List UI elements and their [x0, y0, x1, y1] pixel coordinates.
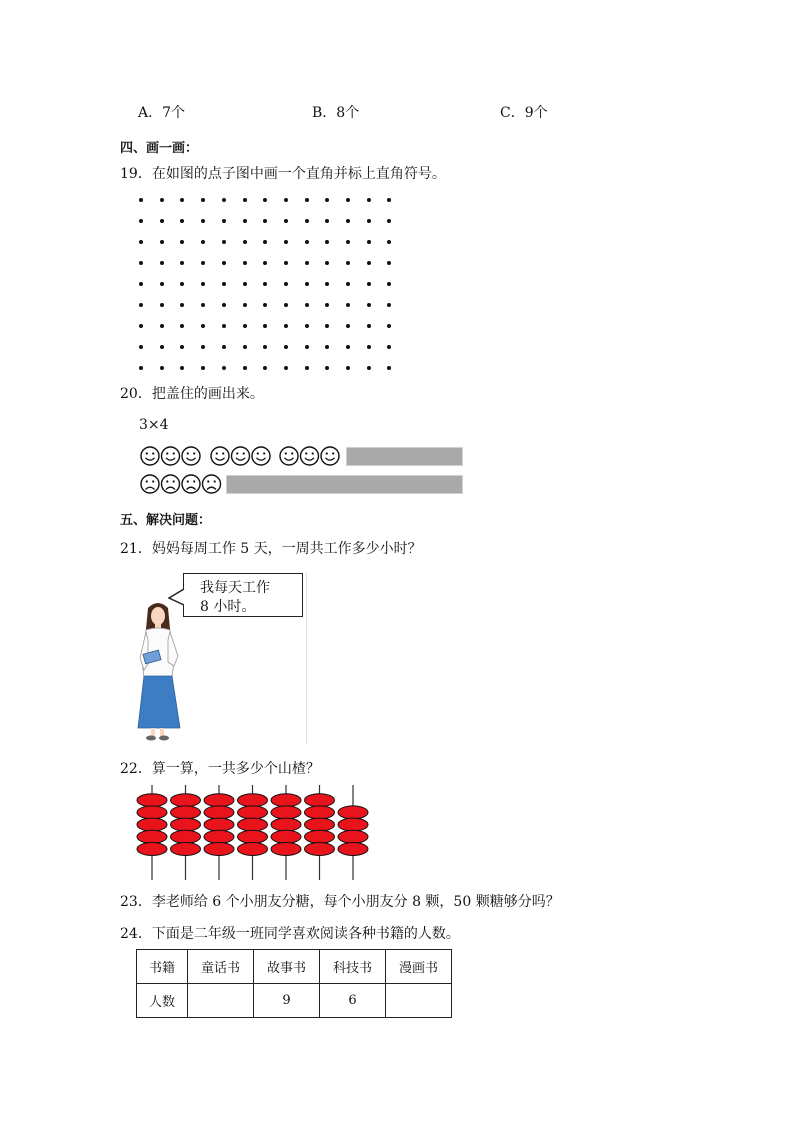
grid-dot[interactable]	[180, 261, 184, 265]
grid-dot[interactable]	[243, 366, 247, 370]
grid-dot[interactable]	[139, 324, 143, 328]
hawthorn-stick	[271, 785, 301, 880]
grid-dot[interactable]	[325, 261, 329, 265]
grid-dot[interactable]	[305, 366, 309, 370]
grid-dot[interactable]	[346, 219, 350, 223]
hawthorn-stick	[204, 785, 234, 880]
grid-dot[interactable]	[243, 240, 247, 244]
hawthorn-stick	[171, 785, 201, 880]
grid-dot[interactable]	[305, 345, 309, 349]
grid-dot[interactable]	[160, 345, 164, 349]
grid-dot[interactable]	[367, 261, 371, 265]
smiley-face-icon	[211, 447, 229, 465]
bubble-line-1: 我每天工作	[200, 580, 270, 596]
hawthorn-berry	[137, 806, 167, 819]
grid-dot[interactable]	[346, 366, 350, 370]
value-cell: 9	[254, 984, 320, 1018]
hawthorn-berry	[238, 818, 268, 831]
grid-dot[interactable]	[367, 282, 371, 286]
grid-dot[interactable]	[305, 261, 309, 265]
grid-dot[interactable]	[160, 219, 164, 223]
grid-dot[interactable]	[387, 345, 391, 349]
grid-dot[interactable]	[160, 366, 164, 370]
hawthorn-stick	[338, 785, 368, 880]
bubble-line-2: 8 小时。	[200, 599, 256, 615]
grid-dot[interactable]	[201, 303, 205, 307]
grid-dot[interactable]	[263, 282, 267, 286]
grid-dot[interactable]	[180, 345, 184, 349]
grid-dot[interactable]	[201, 198, 205, 202]
grid-dot[interactable]	[284, 219, 288, 223]
grid-dot[interactable]	[139, 303, 143, 307]
hawthorn-berry	[171, 843, 201, 856]
header-cell: 书籍	[137, 950, 188, 984]
hawthorn-berry	[271, 843, 301, 856]
grid-dot[interactable]	[201, 240, 205, 244]
smiley-face-icon	[301, 447, 319, 465]
question-23: 23．李老师给 6 个小朋友分糖，每个小朋友分 8 颗，50 颗糖够分吗？	[120, 894, 560, 910]
grid-dot[interactable]	[222, 324, 226, 328]
sad-face-icon	[162, 475, 180, 493]
answer-cell[interactable]	[188, 984, 254, 1018]
hawthorn-berry	[305, 818, 335, 831]
grid-dot[interactable]	[139, 261, 143, 265]
sad-face-icon	[182, 475, 200, 493]
grid-dot[interactable]	[222, 366, 226, 370]
hawthorn-berry	[238, 843, 268, 856]
grid-dot[interactable]	[284, 282, 288, 286]
covered-smiles-bar	[346, 447, 463, 466]
hawthorn-berry	[171, 830, 201, 843]
smiley-face-icon	[162, 447, 180, 465]
grid-dot[interactable]	[139, 198, 143, 202]
header-cell: 童话书	[188, 950, 254, 984]
question-21: 21．妈妈每周工作 5 天，一周共工作多少小时？	[120, 541, 422, 557]
grid-dot[interactable]	[346, 324, 350, 328]
question-22: 22．算一算，一共多少个山楂？	[120, 761, 320, 777]
grid-dot[interactable]	[243, 261, 247, 265]
smiley-face-icon	[321, 447, 339, 465]
table-row	[137, 984, 452, 1018]
grid-dot[interactable]	[387, 324, 391, 328]
grid-dot[interactable]	[387, 366, 391, 370]
hawthorn-berry	[305, 830, 335, 843]
header-cell: 故事书	[254, 950, 320, 984]
grid-dot[interactable]	[387, 219, 391, 223]
grid-dot[interactable]	[222, 345, 226, 349]
grid-dot[interactable]	[263, 261, 267, 265]
grid-dot[interactable]	[263, 345, 267, 349]
grid-dot[interactable]	[180, 303, 184, 307]
hawthorn-stick	[238, 785, 268, 880]
smiley-face-icon	[252, 447, 270, 465]
grid-dot[interactable]	[284, 198, 288, 202]
grid-dot[interactable]	[367, 366, 371, 370]
hawthorn-berry	[204, 818, 234, 831]
grid-dot[interactable]	[284, 303, 288, 307]
grid-dot[interactable]	[243, 303, 247, 307]
grid-dot[interactable]	[160, 303, 164, 307]
hawthorn-berry	[238, 794, 268, 807]
grid-dot[interactable]	[325, 282, 329, 286]
grid-dot[interactable]	[222, 198, 226, 202]
smiley-face-icon	[182, 447, 200, 465]
grid-dot[interactable]	[160, 198, 164, 202]
answer-cell[interactable]	[386, 984, 452, 1018]
question-19: 19．在如图的点子图中画一个直角并标上直角符号。	[120, 166, 446, 182]
grid-dot[interactable]	[387, 240, 391, 244]
grid-dot[interactable]	[325, 303, 329, 307]
grid-dot[interactable]	[263, 198, 267, 202]
grid-dot[interactable]	[263, 240, 267, 244]
hawthorn-berry	[271, 818, 301, 831]
grid-dot[interactable]	[139, 240, 143, 244]
grid-dot[interactable]	[222, 240, 226, 244]
grid-dot[interactable]	[263, 219, 267, 223]
hawthorn-berry	[238, 830, 268, 843]
grid-dot[interactable]	[305, 198, 309, 202]
grid-dot[interactable]	[222, 303, 226, 307]
grid-dot[interactable]	[263, 366, 267, 370]
hawthorn-berry	[338, 818, 368, 831]
hawthorn-berry	[171, 794, 201, 807]
section-four-title: 四、画一画：	[120, 141, 199, 156]
hawthorn-berry	[204, 830, 234, 843]
option-b: B．8个	[312, 105, 360, 121]
dot-grid[interactable]	[133, 192, 398, 372]
hawthorn-berry	[137, 794, 167, 807]
grid-dot[interactable]	[284, 261, 288, 265]
hawthorn-berry	[338, 830, 368, 843]
hawthorn-figure	[134, 785, 374, 880]
grid-dot[interactable]	[367, 240, 371, 244]
hawthorn-berry	[271, 806, 301, 819]
sad-face-icon	[141, 475, 159, 493]
hawthorn-berry	[271, 794, 301, 807]
grid-dot[interactable]	[305, 282, 309, 286]
grid-dot[interactable]	[284, 324, 288, 328]
multiplication-expression: 3×4	[139, 417, 169, 433]
grid-dot[interactable]	[160, 282, 164, 286]
grid-dot[interactable]	[387, 282, 391, 286]
grid-dot[interactable]	[222, 282, 226, 286]
grid-dot[interactable]	[367, 303, 371, 307]
grid-dot[interactable]	[222, 261, 226, 265]
section-five-title: 五、解决问题：	[120, 513, 212, 528]
mother-illustration	[134, 600, 194, 742]
grid-dot[interactable]	[243, 219, 247, 223]
grid-dot[interactable]	[284, 366, 288, 370]
grid-dot[interactable]	[325, 240, 329, 244]
hawthorn-berry	[171, 806, 201, 819]
grid-dot[interactable]	[180, 324, 184, 328]
grid-dot[interactable]	[305, 324, 309, 328]
hawthorn-stick	[305, 785, 335, 880]
smiley-face-icon	[141, 447, 159, 465]
hawthorn-berry	[204, 843, 234, 856]
grid-dot[interactable]	[367, 324, 371, 328]
smiley-face-icon	[232, 447, 250, 465]
books-table	[136, 949, 452, 1018]
grid-dot[interactable]	[139, 345, 143, 349]
value-cell: 6	[320, 984, 386, 1018]
grid-dot[interactable]	[180, 282, 184, 286]
grid-dot[interactable]	[243, 324, 247, 328]
table-header-row	[137, 950, 452, 984]
grid-dot[interactable]	[201, 219, 205, 223]
grid-dot[interactable]	[325, 345, 329, 349]
grid-dot[interactable]	[325, 324, 329, 328]
grid-dot[interactable]	[305, 219, 309, 223]
grid-dot[interactable]	[346, 261, 350, 265]
grid-dot[interactable]	[201, 282, 205, 286]
hawthorn-berry	[238, 806, 268, 819]
hawthorn-berry	[271, 830, 301, 843]
hawthorn-berry	[305, 806, 335, 819]
grid-dot[interactable]	[180, 198, 184, 202]
grid-dot[interactable]	[160, 261, 164, 265]
hawthorn-berry	[204, 794, 234, 807]
grid-dot[interactable]	[201, 261, 205, 265]
grid-dot[interactable]	[387, 261, 391, 265]
question-20: 20．把盖住的画出来。	[120, 386, 264, 402]
grid-dot[interactable]	[160, 324, 164, 328]
grid-dot[interactable]	[180, 366, 184, 370]
grid-dot[interactable]	[387, 303, 391, 307]
grid-dot[interactable]	[201, 324, 205, 328]
grid-dot[interactable]	[305, 240, 309, 244]
grid-dot[interactable]	[180, 219, 184, 223]
smiley-face-icon	[280, 447, 298, 465]
option-c: C．9个	[500, 105, 548, 121]
grid-dot[interactable]	[263, 324, 267, 328]
grid-dot[interactable]	[367, 345, 371, 349]
grid-dot[interactable]	[367, 198, 371, 202]
header-cell: 科技书	[320, 950, 386, 984]
hawthorn-stick	[137, 785, 167, 880]
grid-dot[interactable]	[284, 345, 288, 349]
hawthorn-berry	[204, 806, 234, 819]
grid-dot[interactable]	[346, 240, 350, 244]
grid-dot[interactable]	[325, 366, 329, 370]
sad-face-icon	[203, 475, 221, 493]
option-a: A．7个	[138, 105, 186, 121]
header-cell: 漫画书	[386, 950, 452, 984]
grid-dot[interactable]	[222, 219, 226, 223]
grid-dot[interactable]	[243, 282, 247, 286]
grid-dot[interactable]	[284, 240, 288, 244]
grid-dot[interactable]	[180, 240, 184, 244]
row-label-cell: 人数	[137, 984, 188, 1018]
grid-dot[interactable]	[139, 219, 143, 223]
grid-dot[interactable]	[243, 345, 247, 349]
hawthorn-berry	[305, 794, 335, 807]
grid-dot[interactable]	[139, 366, 143, 370]
grid-dot[interactable]	[325, 219, 329, 223]
hawthorn-berry	[137, 830, 167, 843]
grid-dot[interactable]	[201, 345, 205, 349]
grid-dot[interactable]	[263, 303, 267, 307]
grid-dot[interactable]	[346, 282, 350, 286]
covered-frowns-bar	[226, 475, 463, 494]
hawthorn-berry	[137, 843, 167, 856]
hawthorn-berry	[137, 818, 167, 831]
grid-dot[interactable]	[243, 198, 247, 202]
grid-dot[interactable]	[325, 198, 329, 202]
grid-dot[interactable]	[160, 240, 164, 244]
grid-dot[interactable]	[201, 366, 205, 370]
grid-dot[interactable]	[387, 198, 391, 202]
hawthorn-berry	[171, 818, 201, 831]
grid-dot[interactable]	[346, 345, 350, 349]
hawthorn-berry	[305, 843, 335, 856]
grid-dot[interactable]	[346, 198, 350, 202]
grid-dot[interactable]	[367, 219, 371, 223]
grid-dot[interactable]	[305, 303, 309, 307]
hawthorn-berry	[338, 806, 368, 819]
grid-dot[interactable]	[139, 282, 143, 286]
question-24: 24．下面是二年级一班同学喜欢阅读各种书籍的人数。	[120, 926, 460, 942]
grid-dot[interactable]	[346, 303, 350, 307]
hawthorn-berry	[338, 843, 368, 856]
